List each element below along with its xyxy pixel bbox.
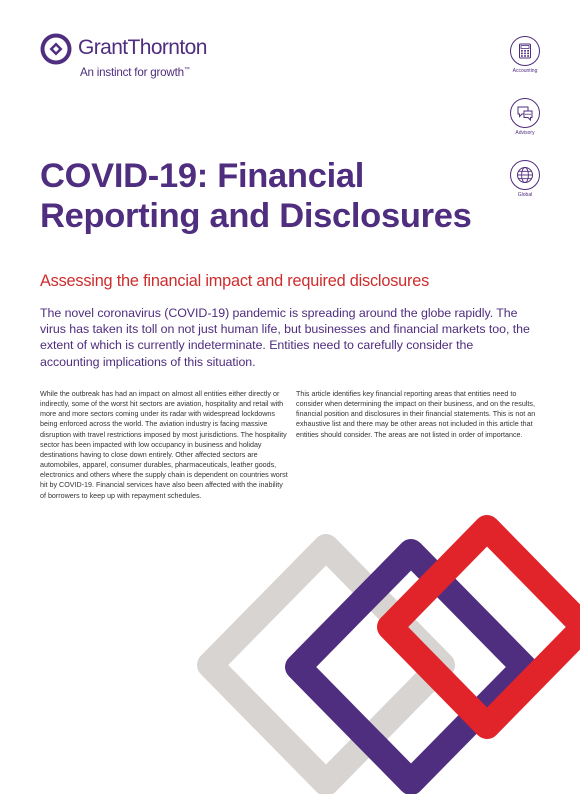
grey-diamond-shape <box>210 547 442 783</box>
intro-paragraph: The novel coronavirus (COVID-19) pandemic is spreading around the globe rapidly. The virus has taken its toll on not just human life, but businesses and financial markets too, the extent of which is currently indeterminate. Entities need to carefully consider the accounting implications of this situation. <box>40 306 530 369</box>
page-subtitle: Assessing the financial impact and required disclosures <box>40 272 430 290</box>
global-label: Global <box>517 192 533 198</box>
accounting-label: Accounting <box>512 68 538 74</box>
advisory-label: Advisory <box>515 130 535 136</box>
brand-tagline: An instinct for growth™ <box>80 66 190 79</box>
brand-name: GrantThornton <box>78 36 207 59</box>
body-column-right: This article identifies key financial reporting areas that entities need to consider when determining the impact on their business, and on the results, financial position and disclosures in their financial statements. This is not an exhaustive list and there may be other areas not included in this article that entities should consider. The areas are not listed in order of importance. <box>296 390 536 439</box>
page-title: COVID-19: Financial Reporting and Disclosures <box>40 157 472 235</box>
body-column-left: While the outbreak has had an impact on almost all entities either directly or indirectly, some of the worst hit sectors are aviation, hospitality and retail with more and more sectors coming under its radar with widespread lockdowns being enforced across the world. The aviation industry is facing massive disruption with travel restrictions imposed by most jurisdictions. The hospitality sector has been impacted with low occupancy in business and holiday destinations having to close down entirely. Other affected sectors are automobiles, apparel, consumer durables, pharmaceuticals, leather goods, electronics and others where the supply chain is dependent on countries worst hit by COVID-19. Financial services have also been affected with the inability of borrowers to keep up with repayment schedules. <box>40 390 288 500</box>
